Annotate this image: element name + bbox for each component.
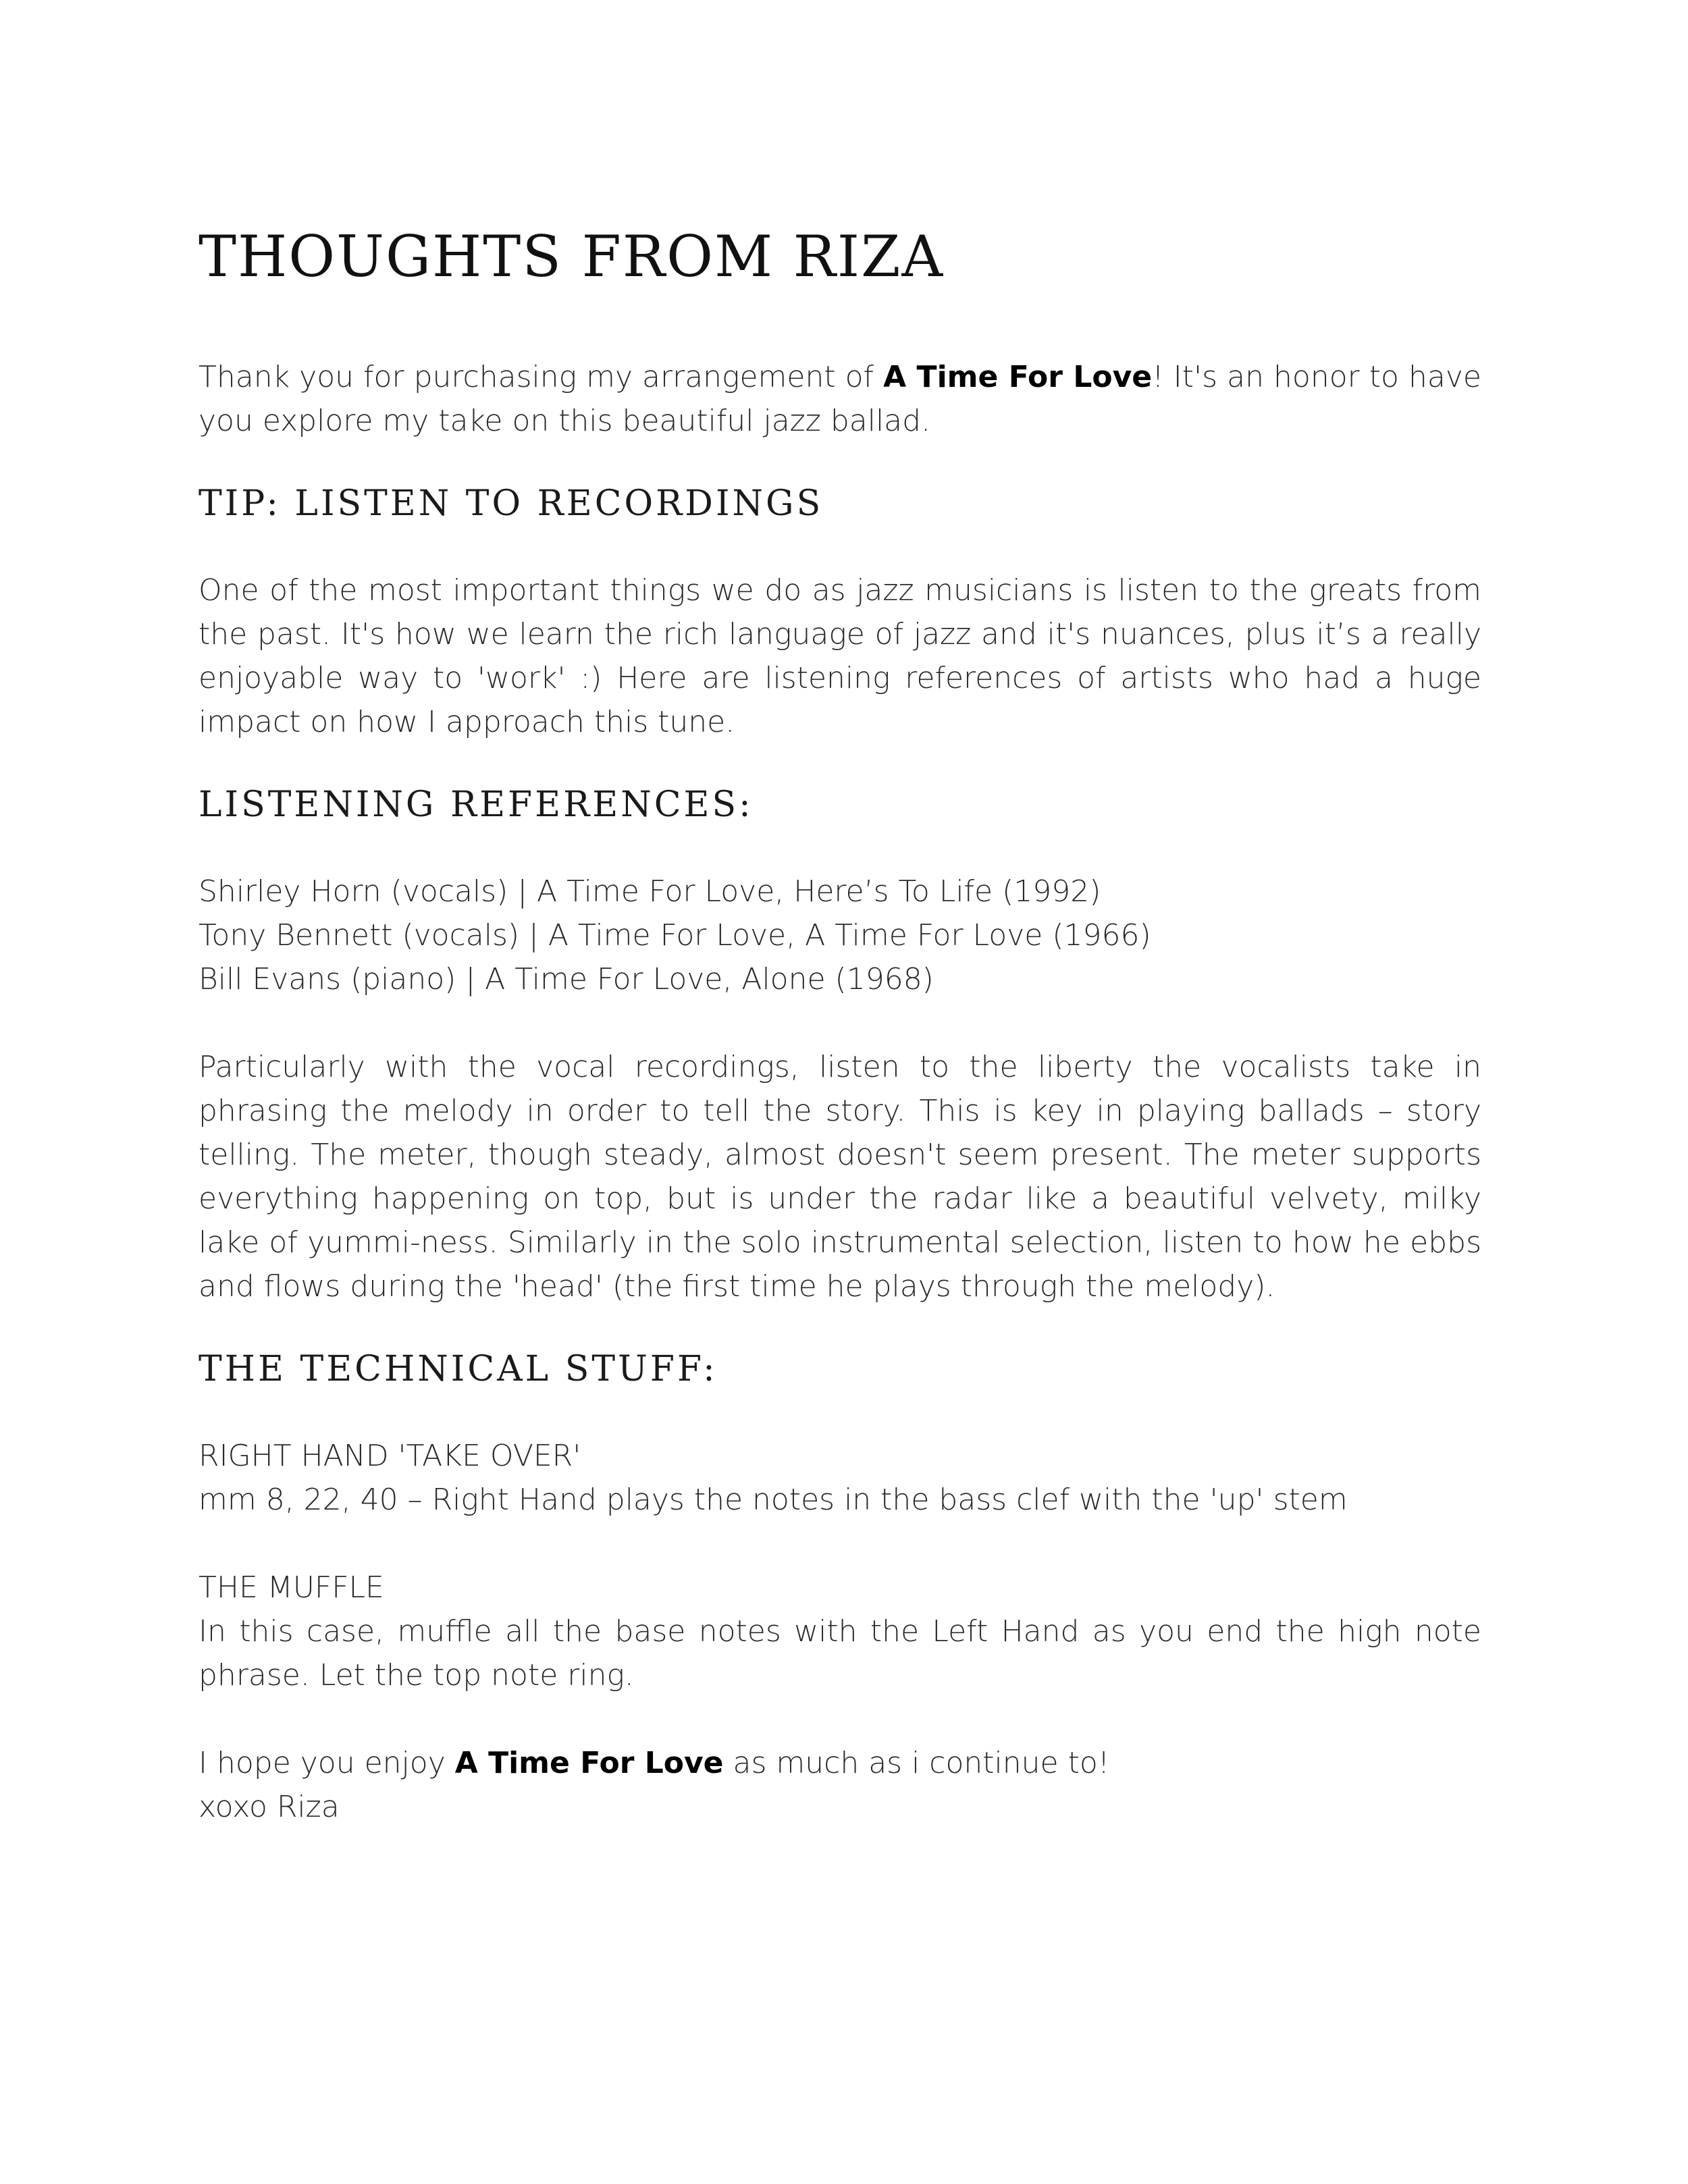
page-title: THOUGHTS FROM RIZA <box>199 223 945 290</box>
reference-item: Bill Evans (piano) | A Time For Love, Alone (1968) <box>199 962 934 996</box>
intro-paragraph <box>199 355 1481 443</box>
intro-text-before: Thank you for purchasing my arrangement of <box>199 360 884 394</box>
reference-item: Tony Bennett (vocals) | A Time For Love, A Time For Love (1966) <box>199 918 1151 953</box>
references-heading: LISTENING REFERENCES: <box>199 784 754 825</box>
signature: xoxo Riza <box>199 1790 340 1824</box>
tip-heading: TIP: LISTEN TO RECORDINGS <box>199 483 824 524</box>
document-content <box>199 216 1481 1829</box>
tip-paragraph: One of the most important things we do as jazz musicians is listen to the greats from the past. It's how we learn the rich language of jazz and it's nuances, plus it’s a really enjoyable way to 'work' :) Here are listening references of artists who had a huge impact on how I approach this tune. <box>199 573 1481 739</box>
references-list <box>199 870 1481 1001</box>
muffle-title: THE MUFFLE <box>199 1570 384 1605</box>
intro-text-after: ! It's an honor to have you explore my take on this beautiful jazz ballad. <box>199 360 1481 438</box>
takeover-text: mm 8, 22, 40 – Right Hand plays the notes in the bass clef with the 'up' stem <box>199 1483 1348 1517</box>
muffle-text: In this case, muffle all the base notes with the Left Hand as you end the high note phrase. Let the top note ring. <box>199 1614 1481 1693</box>
closing-paragraph <box>199 1741 1481 1785</box>
intro-song-title: A Time For Love <box>883 360 1153 394</box>
closing-text-before: I hope you enjoy <box>199 1746 455 1780</box>
technical-heading: THE TECHNICAL STUFF: <box>199 1349 718 1389</box>
reference-item: Shirley Horn (vocals) | A Time For Love, Here’s To Life (1992) <box>199 874 1101 909</box>
closing-song-title: A Time For Love <box>454 1746 724 1780</box>
references-paragraph: Particularly with the vocal recordings, listen to the liberty the vocalists take in phrasing the melody in order to tell the story. This is key in playing ballads – story telling. The meter, though steady, almost doesn't seem present. The meter supports everything happening on top, but is under the radar like a beautiful velvety, milky lake of yummi-ness. Similarly in the solo instrumental selection, listen to how he ebbs and flows during the 'head' (the first time he plays through the melody). <box>199 1050 1481 1304</box>
takeover-title: RIGHT HAND 'TAKE OVER' <box>199 1439 581 1473</box>
closing-text-after: as much as i continue to! <box>723 1746 1110 1780</box>
